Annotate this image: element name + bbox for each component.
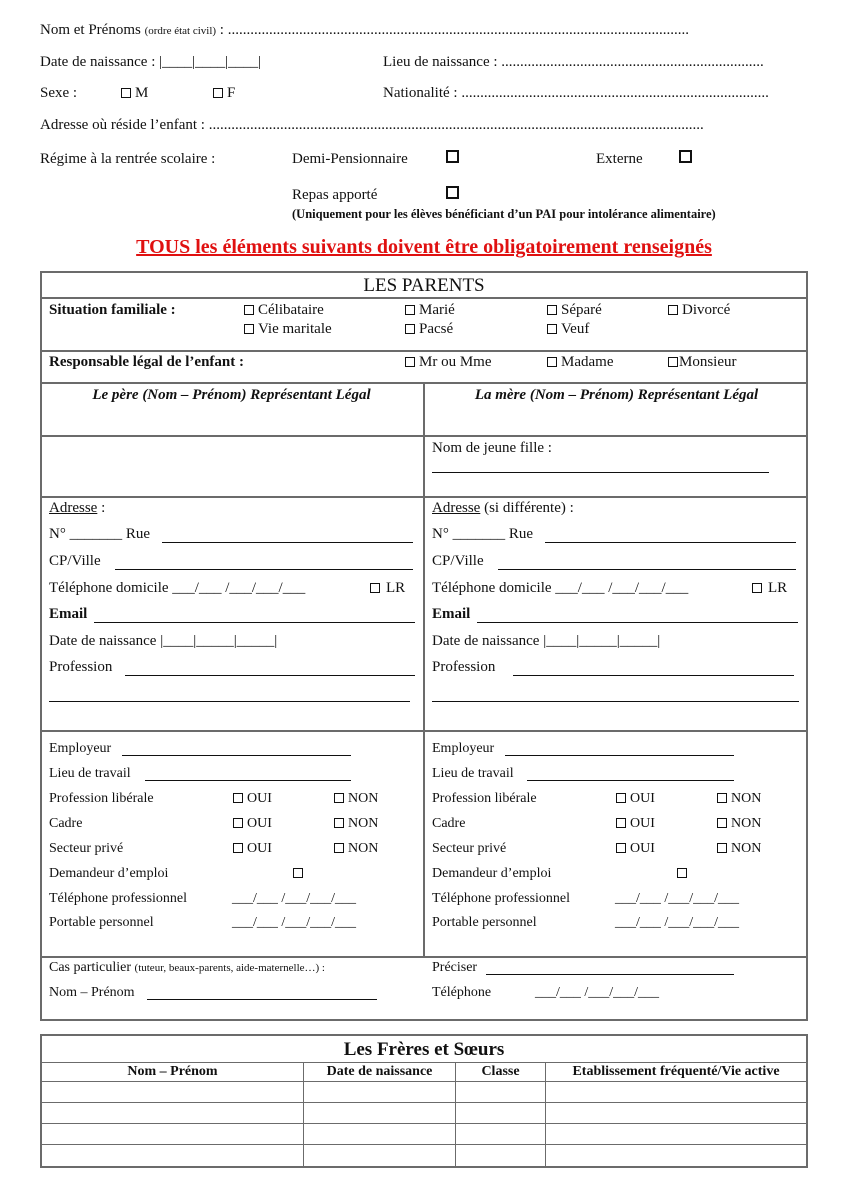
name-sublabel: (ordre état civil) [144, 25, 217, 37]
mere-cadre-non[interactable]: NON [717, 816, 761, 832]
pere-employeur-field[interactable] [122, 755, 351, 756]
checkbox-icon [717, 818, 727, 828]
siblings-title: Les Frères et Sœurs [343, 1039, 505, 1060]
mere-cp-label: CP/Ville [432, 553, 484, 569]
col-header-etablissement: Etablissement fréquenté/Vie active [572, 1064, 780, 1079]
pere-demandeur-checkbox[interactable] [293, 866, 307, 882]
mere-numero-label: N° _______ Rue [432, 526, 533, 542]
demi-pensionnaire-checkbox[interactable] [446, 150, 459, 167]
mere-prive-label: Secteur privé [432, 841, 507, 856]
birthdate-row [40, 54, 261, 71]
birthdate-label: Date de naissance : [40, 54, 156, 70]
table-row[interactable] [42, 1103, 806, 1123]
col-header-nom: Nom – Prénom [127, 1064, 218, 1079]
sex-row [40, 85, 77, 102]
pere-profession-field[interactable] [125, 675, 415, 676]
preciser-field[interactable] [486, 974, 734, 975]
pere-liberale-label: Profession libérale [49, 791, 154, 806]
mere-lr-option[interactable]: LR [752, 580, 787, 597]
checkbox-icon[interactable] [213, 88, 223, 98]
pere-cadre-oui[interactable]: OUI [233, 816, 272, 832]
checkbox-icon[interactable] [405, 324, 415, 334]
pere-prive-non[interactable]: NON [334, 841, 378, 857]
checkbox-icon[interactable] [547, 324, 557, 334]
mere-profession-line2[interactable] [432, 701, 799, 702]
demi-pensionnaire-label: Demi-Pensionnaire [292, 151, 408, 167]
nationality-label: Nationalité : [383, 85, 458, 101]
table-row[interactable] [42, 1145, 806, 1166]
jeune-fille-label: Nom de jeune fille : [432, 440, 552, 456]
option-divorce[interactable]: Divorcé [668, 302, 730, 319]
divider [40, 297, 808, 299]
pere-employeur-label: Employeur [49, 741, 112, 756]
mere-lieu-label: Lieu de travail [432, 766, 514, 781]
address-label: Adresse où réside l’enfant : [40, 117, 205, 133]
checkbox-icon[interactable] [752, 583, 762, 593]
parents-title: LES PARENTS [363, 275, 485, 296]
checkbox-icon[interactable] [405, 357, 415, 367]
option-veuf[interactable]: Veuf [547, 321, 589, 338]
checkbox-icon[interactable] [668, 357, 678, 367]
cas-nom-field[interactable] [147, 999, 377, 1000]
checkbox-icon [717, 793, 727, 803]
pere-profession-label: Profession [49, 659, 113, 675]
pere-tel-label[interactable]: Téléphone domicile ___/___ /___/___/___ [49, 580, 306, 596]
option-marie[interactable]: Marié [405, 302, 455, 319]
pere-prive-label: Secteur privé [49, 841, 124, 856]
mere-profession-label: Profession [432, 659, 496, 675]
mere-prive-oui[interactable]: OUI [616, 841, 655, 857]
pere-cp-label: CP/Ville [49, 553, 101, 569]
mere-liberale-non[interactable]: NON [717, 791, 761, 807]
address-field[interactable]: .................................................................................................................................... [208, 117, 704, 133]
table-row[interactable] [42, 1124, 806, 1144]
checkbox-icon [677, 868, 687, 878]
divider [40, 350, 808, 352]
mere-liberale-label: Profession libérale [432, 791, 537, 806]
pere-cadre-label: Cadre [49, 816, 83, 831]
sex-label: Sexe : [40, 85, 78, 101]
mere-employeur-label: Employeur [432, 741, 495, 756]
pere-portable-label: Portable personnel [49, 915, 154, 930]
mere-email-field[interactable] [477, 622, 798, 623]
checkbox-icon [233, 818, 243, 828]
divider [42, 1062, 806, 1063]
option-monsieur[interactable]: Monsieur [668, 354, 737, 371]
externe-checkbox[interactable] [679, 150, 692, 167]
checkbox-icon [233, 793, 243, 803]
pere-prive-oui[interactable]: OUI [233, 841, 272, 857]
mere-lieu-field[interactable] [527, 780, 734, 781]
situation-label: Situation familiale : [49, 302, 176, 318]
pere-email-field[interactable] [94, 622, 415, 623]
mere-cp-field[interactable] [498, 569, 796, 570]
checkbox-icon [717, 843, 727, 853]
pere-cp-field[interactable] [115, 569, 413, 570]
pere-naissance-field[interactable]: Date de naissance |____|_____|_____| [49, 633, 278, 649]
checkbox-icon [616, 818, 626, 828]
repas-checkbox[interactable] [446, 186, 459, 203]
column-divider [423, 382, 425, 956]
mere-header: La mère (Nom – Prénom) Représentant Légal [474, 387, 759, 403]
option-celibataire[interactable]: Célibataire [244, 302, 324, 319]
option-madame[interactable]: Madame [547, 354, 613, 371]
mere-telpro-label: Téléphone professionnel [432, 891, 571, 906]
mere-tel-label[interactable]: Téléphone domicile ___/___ /___/___/___ [432, 580, 689, 596]
repas-note: (Uniquement pour les élèves bénéficiant d’un PAI pour intolérance alimentaire) [292, 207, 716, 221]
mere-liberale-oui[interactable]: OUI [616, 791, 655, 807]
birthplace-row [383, 54, 764, 71]
mere-profession-field[interactable] [513, 675, 794, 676]
option-pacse[interactable]: Pacsé [405, 321, 453, 338]
checkbox-icon[interactable] [244, 324, 254, 334]
mere-adresse-row: Adresse (si différente) : [432, 500, 574, 516]
table-row[interactable] [42, 1082, 806, 1102]
pere-email-label: Email [49, 606, 88, 622]
checkbox-icon[interactable] [244, 305, 254, 315]
checkbox-icon [293, 868, 303, 878]
pere-portable-field[interactable]: ___/___ /___/___/___ [232, 915, 357, 930]
nationality-field[interactable]: .................................................................................. [461, 85, 769, 101]
checkbox-icon [334, 793, 344, 803]
preciser-label: Préciser [432, 960, 478, 975]
option-mr-ou-mme[interactable]: Mr ou Mme [405, 354, 492, 371]
mere-telpro-field[interactable]: ___/___ /___/___/___ [615, 891, 740, 906]
sex-m-option[interactable]: M [121, 85, 148, 102]
pere-cadre-non[interactable]: NON [334, 816, 378, 832]
birthplace-label: Lieu de naissance : [383, 54, 498, 70]
mere-cadre-oui[interactable]: OUI [616, 816, 655, 832]
warning-banner: TOUS les éléments suivants doivent être obligatoirement renseignés [136, 236, 712, 258]
pere-telpro-label: Téléphone professionnel [49, 891, 188, 906]
pere-telpro-field[interactable]: ___/___ /___/___/___ [232, 891, 357, 906]
sex-f-option[interactable]: F [213, 85, 235, 102]
checkbox-icon[interactable] [668, 305, 678, 315]
name-label: Nom et Prénoms [40, 22, 141, 38]
pere-lr-option[interactable]: LR [370, 580, 405, 597]
pere-liberale-oui[interactable]: OUI [233, 791, 272, 807]
checkbox-icon[interactable] [405, 305, 415, 315]
mere-rue-field[interactable] [545, 542, 796, 543]
regime-label: Régime à la rentrée scolaire : [40, 151, 216, 167]
pere-liberale-non[interactable]: NON [334, 791, 378, 807]
mere-demandeur-label: Demandeur d’emploi [432, 866, 552, 881]
mere-demandeur-checkbox[interactable] [677, 866, 691, 882]
mere-portable-field[interactable]: ___/___ /___/___/___ [615, 915, 740, 930]
pere-adresse-row: Adresse : [49, 500, 106, 516]
checkbox-icon [616, 793, 626, 803]
option-separe[interactable]: Séparé [547, 302, 602, 319]
cas-telephone-label: Téléphone [432, 985, 492, 1000]
mere-portable-label: Portable personnel [432, 915, 537, 930]
jeune-fille-field[interactable] [432, 472, 769, 473]
pere-rue-field[interactable] [162, 542, 413, 543]
pere-profession-line2[interactable] [49, 701, 410, 702]
address-row [40, 117, 704, 134]
mere-prive-non[interactable]: NON [717, 841, 761, 857]
col-header-classe: Classe [481, 1064, 520, 1079]
pere-numero-label: N° _______ Rue [49, 526, 150, 542]
checkbox-icon [233, 843, 243, 853]
col-header-naissance: Date de naissance [326, 1064, 433, 1079]
pere-demandeur-label: Demandeur d’emploi [49, 866, 169, 881]
checkbox-icon[interactable] [370, 583, 380, 593]
mere-naissance-field[interactable]: Date de naissance |____|_____|_____| [432, 633, 661, 649]
pere-header: Le père (Nom – Prénom) Représentant Légal [92, 387, 371, 403]
mere-employeur-field[interactable] [505, 755, 734, 756]
name-row [40, 22, 689, 39]
mere-cadre-label: Cadre [432, 816, 466, 831]
repas-label: Repas apporté [292, 187, 378, 203]
pere-lieu-label: Lieu de travail [49, 766, 131, 781]
cas-telephone-field[interactable]: ___/___ /___/___/___ [535, 985, 660, 1000]
divider [40, 956, 808, 958]
responsable-label: Responsable légal de l’enfant : [49, 354, 244, 370]
checkbox-icon[interactable] [547, 305, 557, 315]
checkbox-icon [334, 818, 344, 828]
cas-nom-label: Nom – Prénom [49, 985, 135, 1000]
mere-email-label: Email [432, 606, 471, 622]
checkbox-icon [334, 843, 344, 853]
checkbox-icon [616, 843, 626, 853]
option-vie-maritale[interactable]: Vie maritale [244, 321, 332, 338]
externe-label: Externe [596, 151, 643, 167]
birthdate-field[interactable]: |____|____|____| [159, 54, 262, 70]
nationality-row [383, 85, 769, 102]
cas-row: Cas particulier (tuteur, beaux-parents, aide-maternelle…) : [49, 960, 325, 975]
birthplace-field[interactable]: ...................................................................... [501, 54, 764, 70]
name-field[interactable]: : ........................................................................................................................... [216, 22, 689, 38]
pere-lieu-field[interactable] [145, 780, 351, 781]
checkbox-icon[interactable] [121, 88, 131, 98]
checkbox-icon[interactable] [547, 357, 557, 367]
